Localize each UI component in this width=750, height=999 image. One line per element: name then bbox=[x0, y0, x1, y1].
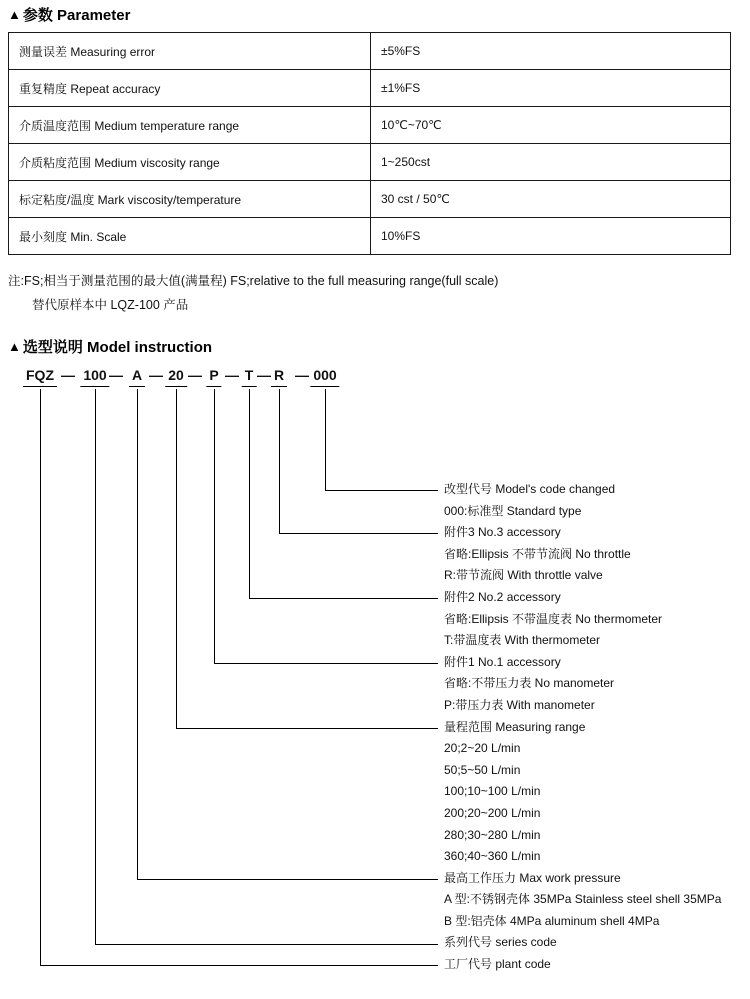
param-value: ±1%FS bbox=[371, 70, 731, 107]
code-separator: — bbox=[61, 367, 75, 383]
table-row bbox=[9, 218, 731, 255]
code-separator: — bbox=[188, 367, 202, 383]
legend-line: 50;5~50 L/min bbox=[444, 762, 521, 777]
footnotes bbox=[8, 269, 740, 317]
param-label: 重复精度 Repeat accuracy bbox=[9, 70, 371, 107]
legend-line: 工厂代号 plant code bbox=[444, 957, 551, 972]
code-segment-change: 000 bbox=[310, 367, 339, 387]
legend-line: 省略:Ellipsis 不带节流阀 No throttle bbox=[444, 546, 631, 561]
param-label: 标定粘度/温度 Mark viscosity/temperature bbox=[9, 181, 371, 218]
code-separator: — bbox=[109, 367, 123, 383]
vline-manometer bbox=[214, 389, 215, 663]
code-separator: — bbox=[257, 367, 271, 383]
triangle-icon: ▲ bbox=[8, 339, 21, 354]
hline-plant-code bbox=[40, 965, 438, 966]
param-value: 1~250cst bbox=[371, 144, 731, 181]
param-value: 10℃~70℃ bbox=[371, 107, 731, 144]
legend-line: 附件1 No.1 accessory bbox=[444, 654, 561, 669]
vline-plant-code bbox=[40, 389, 41, 965]
vline-max-pressure bbox=[137, 389, 138, 879]
hline-max-pressure bbox=[137, 879, 438, 880]
code-segment-manometer: P bbox=[206, 367, 221, 387]
vline-model-change bbox=[325, 389, 326, 490]
legend-line: A 型:不锈钢壳体 35MPa Stainless steel shell 35MPa bbox=[444, 892, 722, 907]
vline-series-code bbox=[95, 389, 96, 944]
legend-line: 系列代号 series code bbox=[444, 935, 557, 950]
param-value: 30 cst / 50℃ bbox=[371, 181, 731, 218]
model-legend bbox=[444, 479, 721, 976]
model-title-text: 选型说明 Model instruction bbox=[22, 339, 213, 356]
parameter-section-title bbox=[8, 4, 740, 25]
code-separator: — bbox=[295, 367, 309, 383]
legend-line: 000:标准型 Standard type bbox=[444, 503, 582, 518]
param-label: 最小刻度 Min. Scale bbox=[9, 218, 371, 255]
model-section-title bbox=[8, 336, 740, 357]
parameter-title-text: 参数 Parameter bbox=[22, 7, 131, 24]
legend-line: 改型代号 Model's code changed bbox=[444, 482, 616, 496]
vline-thermometer bbox=[249, 389, 250, 598]
vline-throttle bbox=[279, 389, 280, 533]
triangle-icon: ▲ bbox=[8, 7, 21, 22]
code-separator: — bbox=[149, 367, 163, 383]
parameter-table bbox=[8, 32, 731, 255]
code-segment-plant: FQZ bbox=[23, 367, 57, 387]
code-segment-range: 20 bbox=[165, 367, 187, 387]
legend-line: 360;40~360 L/min bbox=[444, 849, 541, 864]
legend-line: 200;20~200 L/min bbox=[444, 805, 541, 820]
hline-series-code bbox=[95, 944, 438, 945]
legend-line: R:带节流阀 With throttle valve bbox=[444, 568, 603, 583]
legend-line: 20;2~20 L/min bbox=[444, 741, 521, 756]
vline-measuring-range bbox=[176, 389, 177, 728]
hline-model-change bbox=[325, 490, 438, 491]
legend-line: B 型:铝壳体 4MPa aluminum shell 4MPa bbox=[444, 913, 660, 928]
table-row bbox=[9, 33, 731, 70]
legend-line: 附件3 No.3 accessory bbox=[444, 525, 561, 540]
legend-line: 最高工作压力 Max work pressure bbox=[444, 870, 621, 885]
param-value: 10%FS bbox=[371, 218, 731, 255]
legend-line: 100;10~100 L/min bbox=[444, 784, 541, 799]
param-value: ±5%FS bbox=[371, 33, 731, 70]
legend-line: 省略:Ellipsis 不带温度表 No thermometer bbox=[444, 611, 663, 626]
param-label: 介质温度范围 Medium temperature range bbox=[9, 107, 371, 144]
code-separator: — bbox=[225, 367, 239, 383]
legend-line: 量程范围 Measuring range bbox=[444, 719, 586, 734]
hline-throttle bbox=[279, 533, 438, 534]
code-segment-series: 100 bbox=[80, 367, 109, 387]
table-row bbox=[9, 181, 731, 218]
hline-thermometer bbox=[249, 598, 438, 599]
legend-line: 附件2 No.2 accessory bbox=[444, 589, 561, 604]
code-segment-thermometer: T bbox=[242, 367, 257, 387]
table-row bbox=[9, 144, 731, 181]
hline-manometer bbox=[214, 663, 438, 664]
table-row bbox=[9, 107, 731, 144]
param-label: 介质粘度范围 Medium viscosity range bbox=[9, 144, 371, 181]
footnote-replace: 替代原样本中 LQZ-100 产品 bbox=[32, 298, 189, 312]
legend-line: 省略:不带压力表 No manometer bbox=[444, 676, 615, 691]
legend-line: T:带温度表 With thermometer bbox=[444, 633, 601, 648]
footnote-fs: 注:FS;相当于测量范围的最大值(满量程) FS;relative to the full measuring range(full scale) bbox=[8, 274, 499, 288]
legend-line: 280;30~280 L/min bbox=[444, 827, 541, 842]
code-segment-throttle: R bbox=[271, 367, 287, 387]
code-segment-pressure: A bbox=[129, 367, 145, 387]
param-label: 测量误差 Measuring error bbox=[9, 33, 371, 70]
table-row bbox=[9, 70, 731, 107]
legend-line: P:带压力表 With manometer bbox=[444, 697, 595, 712]
hline-measuring-range bbox=[176, 728, 438, 729]
model-code-diagram bbox=[8, 365, 740, 993]
